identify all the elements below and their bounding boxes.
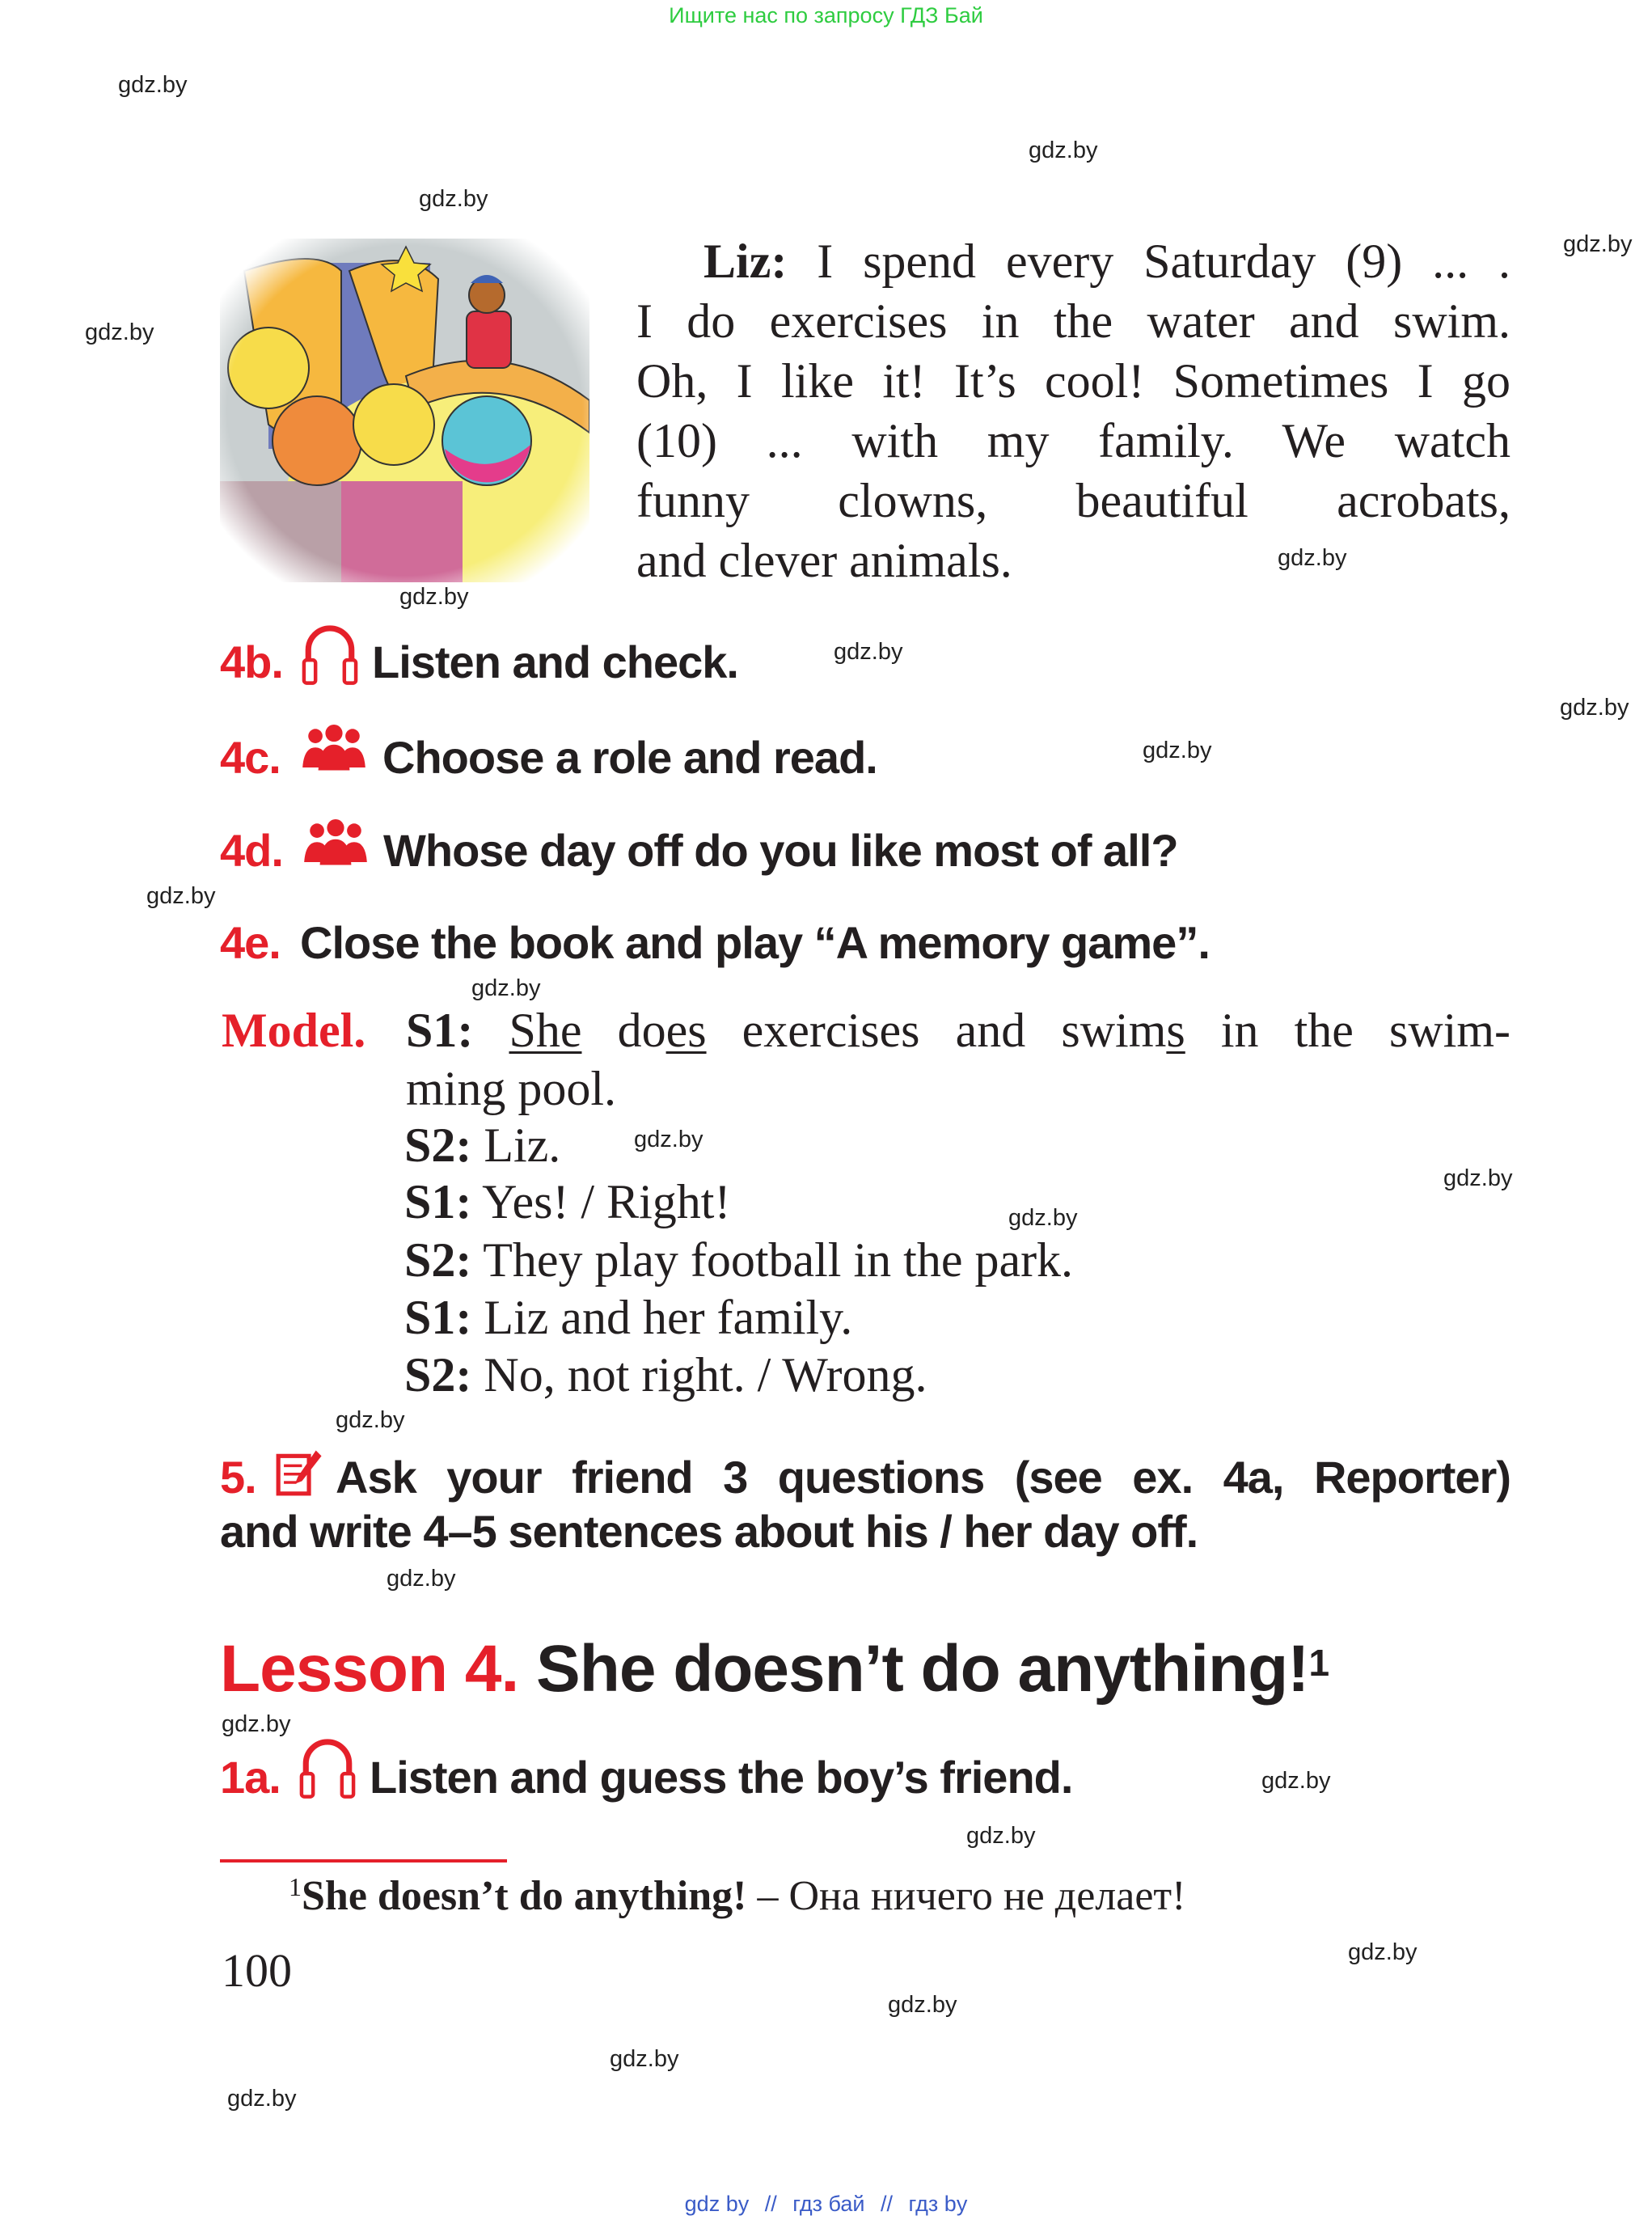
task-number: 4c. [220,732,281,783]
task-number: 4b. [220,636,283,687]
task-4c-text: Choose a role and read. [382,732,877,783]
underlined-subject: She [509,1004,582,1057]
footnote [289,1872,1185,1920]
watermark-text: gdz.by [1008,1205,1078,1231]
task-number: 5. [220,1452,256,1503]
dialogue-line [404,1233,1073,1287]
watermark-text: gdz.by [118,72,188,98]
dialogue-text: They play football in the park. [471,1233,1074,1287]
liz-paragraph [636,231,1510,590]
task-4b [220,638,283,687]
task-number: 4e. [220,917,281,968]
task-1a [220,1753,281,1802]
headphones-icon [301,621,359,691]
task-1a-text: Listen and guess the boy’s friend. [370,1752,1073,1803]
bottom-links [0,2192,1652,2217]
lesson-title: She doesn’t do anything! [518,1632,1309,1706]
footnote-number: 1 [289,1872,302,1901]
task-4d [220,827,283,875]
watermark-text: gdz.by [634,1127,703,1152]
speaker-label: S2: [404,1118,472,1172]
separator: // [881,2192,894,2216]
task-number: 4d. [220,825,283,876]
headphones-icon [298,1735,357,1805]
watermark-text: gdz.by [1278,545,1347,571]
liz-line-6: and clever animals. [636,534,1012,587]
watermark-text: gdz.by [1560,695,1629,721]
circus-illustration [220,239,589,582]
watermark-text: gdz.by [222,1711,291,1737]
watermark-text: gdz.by [1348,1939,1418,1965]
liz-line-2: I do exercises in the water and swim. [636,294,1510,348]
lesson-heading [220,1634,1329,1704]
link-gdz-bai[interactable]: гдз бай [792,2192,865,2216]
footnote-phrase: She doesn’t do anything! [302,1873,747,1919]
separator: // [764,2192,777,2216]
watermark-text: gdz.by [834,639,903,665]
watermark-text: gdz.by [227,2086,297,2112]
lesson-label: Lesson 4. [220,1632,519,1706]
speaker-label: S2: [404,1233,472,1287]
liz-line-4: (10) ... with my family. We watch [636,414,1510,467]
task-4e [220,919,281,967]
underlined-ending: s [1166,1004,1185,1057]
speaker-label: S2: [404,1348,472,1402]
dialogue-line [404,1347,927,1402]
pair-work-icon [301,725,367,777]
liz-line-1 [636,231,1510,291]
speaker-label: Liz: [703,235,788,288]
underlined-ending: es [665,1004,707,1057]
watermark-text: gdz.by [146,883,216,909]
task-5-line-1: Ask your friend 3 questions (see ex. 4a, Reporter) [336,1452,1510,1503]
watermark-text: gdz.by [419,186,488,212]
model-label: Model. [222,1004,366,1057]
model-text: exercises and swim [706,1004,1167,1057]
task-4d-text: Whose day off do you like most of all? [383,825,1178,876]
footnote-divider [220,1859,507,1862]
link-gdz-by-ru[interactable]: гдз by [908,2192,968,2216]
watermark-text: gdz.by [1443,1165,1513,1191]
task-number: 1a. [220,1752,281,1803]
dialogue-text: Liz and her family. [471,1291,853,1344]
model-text: in the swim- [1185,1004,1511,1057]
watermark-text: gdz.by [399,584,469,610]
dialogue-text: Yes! / Right! [471,1175,731,1228]
task-5-line-2: and write 4–5 sentences about his / her day off. [220,1506,1198,1557]
watermark-text: gdz.by [1029,137,1098,163]
model-line-1 [406,1003,1510,1058]
watermark-text: gdz.by [1563,231,1633,257]
watermark-text: gdz.by [1261,1768,1331,1794]
link-gdz-by[interactable]: gdz by [684,2192,750,2216]
task-5 [220,1453,256,1502]
pair-work-icon [302,819,369,872]
page-number: 100 [222,1944,292,1997]
watermark-text: gdz.by [966,1823,1036,1849]
line-text: I spend every Saturday (9) ... . [787,235,1510,288]
search-banner[interactable]: Ищите нас по запросу ГДЗ Бай [669,3,983,27]
speaker-label: S1: [406,1004,474,1057]
watermark-text: gdz.by [336,1407,405,1433]
dialogue-line [404,1290,852,1345]
liz-line-3: Oh, I like it! It’s cool! Sometimes I go [636,354,1510,408]
model-line-2: ming pool. [406,1062,617,1115]
dialogue-line [404,1174,730,1229]
watermark-text: gdz.by [888,1992,957,2018]
watermark-text: gdz.by [1143,738,1212,763]
watermark-text: gdz.by [610,2046,679,2072]
writing-icon [274,1448,324,1502]
liz-line-5: funny clowns, beautiful acrobats, [636,474,1510,527]
speaker-label: S1: [404,1291,472,1344]
model-text: do [581,1004,666,1057]
footnote-mark: 1 [1308,1642,1329,1684]
footnote-translation: – Она ничего не делает! [746,1873,1186,1919]
speaker-label: S1: [404,1175,472,1228]
task-4e-text: Close the book and play “A memory game”. [300,917,1210,968]
watermark-text: gdz.by [471,975,541,1001]
watermark-text: gdz.by [85,319,154,345]
dialogue-text: Liz. [471,1118,561,1172]
task-4c [220,734,281,782]
watermark-text: gdz.by [387,1566,456,1592]
dialogue-text: No, not right. / Wrong. [471,1348,927,1402]
dialogue-line [404,1118,560,1173]
task-4b-text: Listen and check. [372,636,738,687]
